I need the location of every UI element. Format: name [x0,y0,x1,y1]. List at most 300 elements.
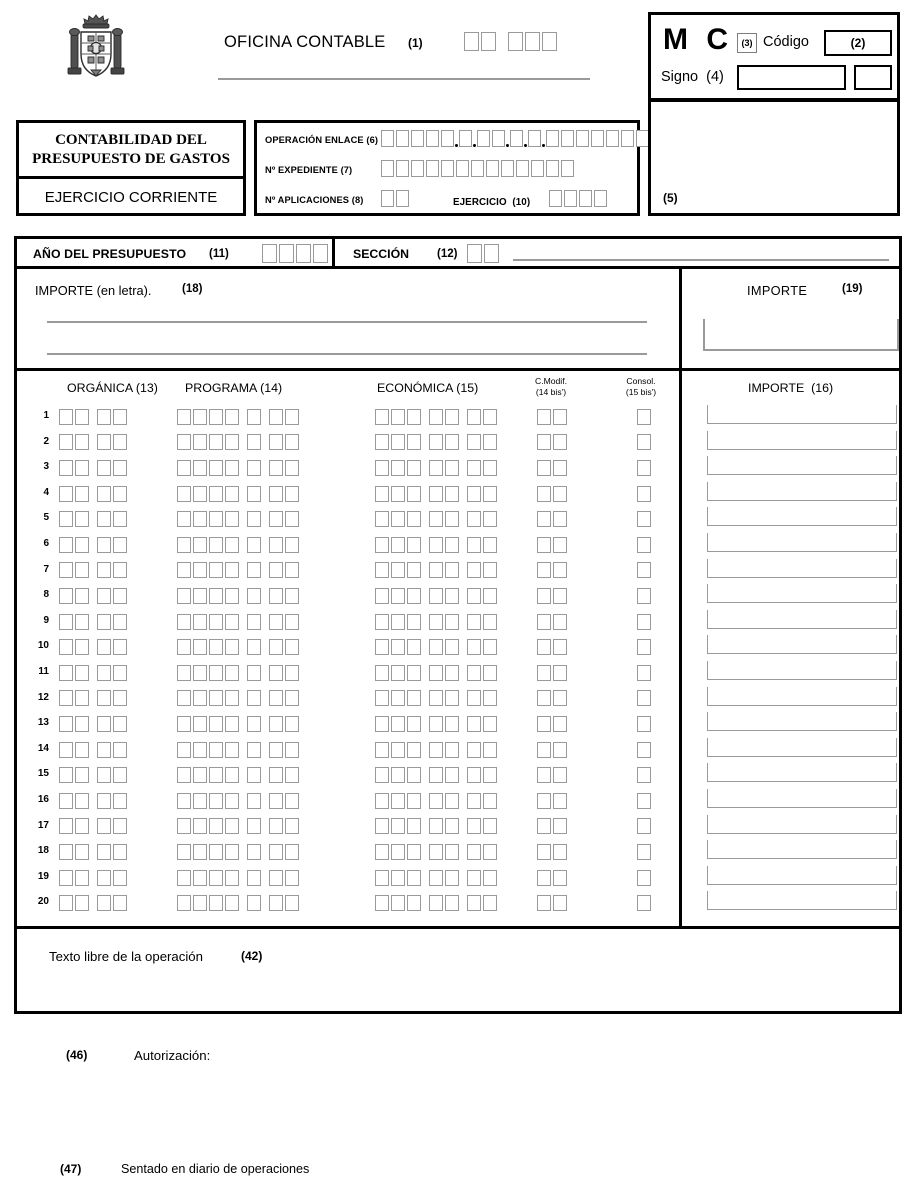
oper-enlace-g2[interactable] [459,130,472,148]
cell-group-5-1[interactable] [637,690,651,708]
cell-group-2-3[interactable] [269,485,299,503]
cell-group-3-2[interactable] [429,434,459,452]
cell-group-3-1[interactable] [375,766,421,784]
cell-group-3-2[interactable] [429,715,459,733]
cell-group-2-3[interactable] [269,434,299,452]
row-importe-input[interactable] [707,559,897,578]
cell-group-2-1[interactable] [177,766,239,784]
cell-group-3-1[interactable] [375,664,421,682]
ejercicio-group[interactable] [549,190,607,208]
table-row[interactable] [17,789,899,815]
table-row[interactable] [17,763,899,789]
row-cell-orgnica[interactable] [59,741,127,759]
row-cell-econmica[interactable] [375,792,497,810]
row-cell-programa[interactable] [177,664,299,682]
expediente-input[interactable] [381,160,574,178]
cell-group-2-2[interactable] [247,434,261,452]
cell-group-4-1[interactable] [537,690,567,708]
row-cell-cmodif[interactable] [537,741,567,759]
row-cell-programa[interactable] [177,766,299,784]
row-cell-orgnica[interactable] [59,510,127,528]
aplicaciones-input[interactable] [381,190,409,208]
cell-group-4-1[interactable] [537,434,567,452]
row-cell-consol[interactable] [637,894,651,912]
row-cell-cmodif[interactable] [537,869,567,887]
cell-group-2-1[interactable] [177,613,239,631]
cell-group-3-1[interactable] [375,536,421,554]
row-importe-input[interactable] [707,840,897,859]
cell-group-2-2[interactable] [247,408,261,426]
cell-group-3-2[interactable] [429,408,459,426]
cell-group-5-1[interactable] [637,869,651,887]
codigo-input[interactable]: (2) [824,30,892,56]
cell-group-2-1[interactable] [177,536,239,554]
row-cell-consol[interactable] [637,536,651,554]
cell-group-1-2[interactable] [97,408,127,426]
cell-group-2-1[interactable] [177,741,239,759]
cell-group-4-1[interactable] [537,869,567,887]
cell-group-3-2[interactable] [429,894,459,912]
cell-group-2-1[interactable] [177,792,239,810]
table-row[interactable] [17,738,899,764]
cell-group-3-1[interactable] [375,843,421,861]
cell-group-2-1[interactable] [177,638,239,656]
cell-group-3-1[interactable] [375,894,421,912]
row-cell-consol[interactable] [637,459,651,477]
cell-group-1-2[interactable] [97,818,127,836]
cell-group-3-1[interactable] [375,562,421,580]
cell-group-2-3[interactable] [269,459,299,477]
row-cell-programa[interactable] [177,536,299,554]
cell-group-1-2[interactable] [97,715,127,733]
row-importe-input[interactable] [707,482,897,501]
cell-group-2-1[interactable] [177,869,239,887]
row-cell-cmodif[interactable] [537,613,567,631]
row-cell-cmodif[interactable] [537,485,567,503]
cell-group-3-3[interactable] [467,562,497,580]
cell-group-3-2[interactable] [429,690,459,708]
cell-group-3-3[interactable] [467,869,497,887]
cell-group-1-2[interactable] [97,843,127,861]
row-cell-consol[interactable] [637,741,651,759]
row-cell-orgnica[interactable] [59,766,127,784]
cell-group-1-2[interactable] [97,536,127,554]
cell-group-3-3[interactable] [467,434,497,452]
cell-group-4-1[interactable] [537,792,567,810]
cell-group-1-2[interactable] [97,664,127,682]
cell-group-3-2[interactable] [429,613,459,631]
cell-group-2-3[interactable] [269,894,299,912]
row-cell-orgnica[interactable] [59,536,127,554]
row-cell-orgnica[interactable] [59,408,127,426]
row-cell-consol[interactable] [637,510,651,528]
row-cell-orgnica[interactable] [59,664,127,682]
cell-group-3-3[interactable] [467,894,497,912]
row-cell-programa[interactable] [177,741,299,759]
cell-group-1-1[interactable] [59,459,89,477]
cell-group-2-2[interactable] [247,536,261,554]
cell-group-1-2[interactable] [97,485,127,503]
cell-group-3-3[interactable] [467,664,497,682]
row-cell-econmica[interactable] [375,690,497,708]
cell-group-2-3[interactable] [269,869,299,887]
cell-group-3-1[interactable] [375,818,421,836]
row-cell-econmica[interactable] [375,613,497,631]
cell-group-2-2[interactable] [247,638,261,656]
cell-group-1-2[interactable] [97,434,127,452]
row-cell-consol[interactable] [637,869,651,887]
row-cell-econmica[interactable] [375,485,497,503]
row-cell-econmica[interactable] [375,766,497,784]
ejercicio-input[interactable] [549,190,607,208]
row-importe-input[interactable] [707,456,897,475]
row-cell-programa[interactable] [177,434,299,452]
cell-group-2-2[interactable] [247,741,261,759]
cell-group-3-1[interactable] [375,587,421,605]
oper-enlace-g3[interactable] [477,130,505,148]
cell-group-4-1[interactable] [537,485,567,503]
cell-group-2-2[interactable] [247,613,261,631]
cell-group-2-1[interactable] [177,818,239,836]
row-cell-orgnica[interactable] [59,587,127,605]
row-cell-econmica[interactable] [375,587,497,605]
row-importe-input[interactable] [707,712,897,731]
cell-group-4-1[interactable] [537,894,567,912]
cell-group-2-2[interactable] [247,485,261,503]
cell-group-2-3[interactable] [269,766,299,784]
cell-group-5-1[interactable] [637,408,651,426]
cell-group-2-3[interactable] [269,613,299,631]
row-importe-input[interactable] [707,815,897,834]
row-cell-orgnica[interactable] [59,715,127,733]
cell-group-2-2[interactable] [247,843,261,861]
row-cell-programa[interactable] [177,715,299,733]
cell-group-3-3[interactable] [467,408,497,426]
row-cell-consol[interactable] [637,434,651,452]
cell-group-3-3[interactable] [467,485,497,503]
cell-group-1-2[interactable] [97,587,127,605]
cell-group-3-2[interactable] [429,459,459,477]
anio-presupuesto-input[interactable] [262,244,328,263]
cell-group-3-3[interactable] [467,843,497,861]
row-cell-consol[interactable] [637,562,651,580]
table-row[interactable] [17,584,899,610]
cell-group-2-2[interactable] [247,766,261,784]
cell-group-2-1[interactable] [177,459,239,477]
expediente-group[interactable] [381,160,574,178]
importe-letra-line-2[interactable] [47,353,647,355]
table-row[interactable] [17,891,899,917]
table-row[interactable] [17,431,899,457]
cell-group-3-2[interactable] [429,562,459,580]
row-importe-input[interactable] [707,661,897,680]
row-cell-programa[interactable] [177,818,299,836]
cell-group-3-1[interactable] [375,408,421,426]
table-row[interactable] [17,815,899,841]
cell-group-3-3[interactable] [467,792,497,810]
cell-group-1-1[interactable] [59,536,89,554]
cell-group-2-2[interactable] [247,869,261,887]
cell-group-2-3[interactable] [269,638,299,656]
cell-group-3-1[interactable] [375,510,421,528]
cell-group-4-1[interactable] [537,459,567,477]
cell-group-3-2[interactable] [429,792,459,810]
cell-group-2-3[interactable] [269,510,299,528]
cell-group-3-3[interactable] [467,459,497,477]
row-cell-consol[interactable] [637,843,651,861]
row-cell-programa[interactable] [177,510,299,528]
cell-group-3-1[interactable] [375,485,421,503]
row-cell-programa[interactable] [177,894,299,912]
cell-group-2-2[interactable] [247,510,261,528]
row-cell-orgnica[interactable] [59,562,127,580]
table-row[interactable] [17,405,899,431]
row-cell-consol[interactable] [637,792,651,810]
row-cell-programa[interactable] [177,562,299,580]
mc-bottom-section[interactable] [651,102,897,213]
row-cell-econmica[interactable] [375,510,497,528]
row-cell-orgnica[interactable] [59,869,127,887]
row-cell-econmica[interactable] [375,408,497,426]
cell-group-2-2[interactable] [247,690,261,708]
row-cell-orgnica[interactable] [59,894,127,912]
cell-group-5-1[interactable] [637,434,651,452]
row-cell-programa[interactable] [177,792,299,810]
cell-group-3-2[interactable] [429,536,459,554]
signo-input[interactable] [737,65,846,90]
signo-secondary-input[interactable] [854,65,892,90]
cell-group-2-1[interactable] [177,434,239,452]
row-cell-programa[interactable] [177,587,299,605]
cell-group-3-3[interactable] [467,690,497,708]
row-importe-input[interactable] [707,507,897,526]
cell-group-2-3[interactable] [269,408,299,426]
row-cell-econmica[interactable] [375,741,497,759]
cell-group-1-1[interactable] [59,638,89,656]
cell-group-1-1[interactable] [59,792,89,810]
cell-group-3-2[interactable] [429,818,459,836]
cell-group-1-2[interactable] [97,766,127,784]
row-cell-cmodif[interactable] [537,843,567,861]
oficina-code-group-2[interactable] [508,32,557,51]
row-cell-econmica[interactable] [375,818,497,836]
cell-group-3-1[interactable] [375,869,421,887]
row-cell-econmica[interactable] [375,638,497,656]
cell-group-1-1[interactable] [59,715,89,733]
row-cell-cmodif[interactable] [537,510,567,528]
row-cell-consol[interactable] [637,818,651,836]
row-cell-consol[interactable] [637,638,651,656]
cell-group-2-2[interactable] [247,792,261,810]
cell-group-3-1[interactable] [375,792,421,810]
row-cell-cmodif[interactable] [537,766,567,784]
oficina-contable-code-input[interactable] [464,32,557,51]
cell-group-5-1[interactable] [637,510,651,528]
cell-group-1-1[interactable] [59,741,89,759]
row-importe-input[interactable] [707,687,897,706]
cell-group-2-3[interactable] [269,792,299,810]
row-cell-orgnica[interactable] [59,638,127,656]
row-importe-input[interactable] [707,405,897,424]
cell-group-3-1[interactable] [375,459,421,477]
cell-group-5-1[interactable] [637,638,651,656]
cell-group-4-1[interactable] [537,510,567,528]
row-cell-consol[interactable] [637,408,651,426]
cell-group-3-3[interactable] [467,613,497,631]
cell-group-1-1[interactable] [59,408,89,426]
table-row[interactable] [17,507,899,533]
row-cell-orgnica[interactable] [59,818,127,836]
anio-group[interactable] [262,244,328,263]
cell-group-2-3[interactable] [269,690,299,708]
table-row[interactable] [17,456,899,482]
row-cell-cmodif[interactable] [537,638,567,656]
seccion-group[interactable] [467,244,499,263]
texto-libre-band[interactable] [17,929,899,1011]
cell-group-1-1[interactable] [59,485,89,503]
table-row[interactable] [17,866,899,892]
cell-group-3-2[interactable] [429,587,459,605]
oper-enlace-g5[interactable] [528,130,541,148]
cell-group-2-2[interactable] [247,664,261,682]
cell-group-2-1[interactable] [177,894,239,912]
cell-group-3-3[interactable] [467,766,497,784]
cell-group-2-3[interactable] [269,562,299,580]
cell-group-1-1[interactable] [59,510,89,528]
cell-group-2-1[interactable] [177,510,239,528]
importe-19-input[interactable] [703,319,899,351]
cell-group-3-2[interactable] [429,766,459,784]
cell-group-1-2[interactable] [97,894,127,912]
row-cell-cmodif[interactable] [537,459,567,477]
cell-group-5-1[interactable] [637,562,651,580]
row-cell-consol[interactable] [637,485,651,503]
row-importe-input[interactable] [707,533,897,552]
cell-group-3-3[interactable] [467,510,497,528]
table-row[interactable] [17,482,899,508]
cell-group-3-3[interactable] [467,715,497,733]
row-importe-input[interactable] [707,610,897,629]
table-row[interactable] [17,610,899,636]
cell-group-2-1[interactable] [177,562,239,580]
row-cell-econmica[interactable] [375,869,497,887]
row-cell-orgnica[interactable] [59,459,127,477]
cell-group-1-1[interactable] [59,434,89,452]
table-row[interactable] [17,533,899,559]
row-cell-consol[interactable] [637,690,651,708]
cell-group-1-2[interactable] [97,510,127,528]
row-cell-econmica[interactable] [375,434,497,452]
row-cell-orgnica[interactable] [59,485,127,503]
cell-group-5-1[interactable] [637,818,651,836]
cell-group-4-1[interactable] [537,818,567,836]
cell-group-5-1[interactable] [637,485,651,503]
cell-group-2-3[interactable] [269,843,299,861]
cell-group-2-1[interactable] [177,690,239,708]
row-cell-programa[interactable] [177,485,299,503]
cell-group-2-2[interactable] [247,818,261,836]
cell-group-3-1[interactable] [375,741,421,759]
cell-group-3-1[interactable] [375,613,421,631]
cell-group-4-1[interactable] [537,536,567,554]
cell-group-4-1[interactable] [537,664,567,682]
row-cell-cmodif[interactable] [537,818,567,836]
row-cell-orgnica[interactable] [59,843,127,861]
cell-group-3-3[interactable] [467,741,497,759]
cell-group-5-1[interactable] [637,843,651,861]
cell-group-1-2[interactable] [97,459,127,477]
row-cell-programa[interactable] [177,843,299,861]
row-cell-cmodif[interactable] [537,894,567,912]
row-cell-programa[interactable] [177,408,299,426]
cell-group-2-2[interactable] [247,459,261,477]
cell-group-3-2[interactable] [429,638,459,656]
cell-group-2-3[interactable] [269,587,299,605]
aplicaciones-group[interactable] [381,190,409,208]
row-cell-orgnica[interactable] [59,434,127,452]
cell-group-1-2[interactable] [97,638,127,656]
cell-group-3-3[interactable] [467,638,497,656]
cell-group-3-3[interactable] [467,536,497,554]
cell-group-1-1[interactable] [59,613,89,631]
cell-group-1-2[interactable] [97,792,127,810]
row-importe-input[interactable] [707,891,897,910]
row-importe-input[interactable] [707,763,897,782]
oper-enlace-g1[interactable] [381,130,454,148]
table-row[interactable] [17,661,899,687]
cell-group-2-1[interactable] [177,587,239,605]
cell-group-1-2[interactable] [97,869,127,887]
cell-group-1-1[interactable] [59,843,89,861]
cell-group-2-1[interactable] [177,664,239,682]
row-cell-cmodif[interactable] [537,715,567,733]
row-importe-input[interactable] [707,584,897,603]
row-cell-orgnica[interactable] [59,613,127,631]
row-cell-consol[interactable] [637,587,651,605]
cell-group-2-3[interactable] [269,818,299,836]
table-row[interactable] [17,840,899,866]
cell-group-2-3[interactable] [269,715,299,733]
cell-group-5-1[interactable] [637,536,651,554]
table-row[interactable] [17,559,899,585]
cell-group-3-1[interactable] [375,715,421,733]
cell-group-1-1[interactable] [59,818,89,836]
cell-group-3-1[interactable] [375,638,421,656]
row-cell-econmica[interactable] [375,562,497,580]
cell-group-4-1[interactable] [537,613,567,631]
cell-group-2-2[interactable] [247,587,261,605]
row-cell-programa[interactable] [177,638,299,656]
cell-group-5-1[interactable] [637,766,651,784]
row-cell-consol[interactable] [637,664,651,682]
row-importe-input[interactable] [707,431,897,450]
row-importe-input[interactable] [707,789,897,808]
cell-group-4-1[interactable] [537,638,567,656]
cell-group-3-3[interactable] [467,818,497,836]
row-cell-consol[interactable] [637,766,651,784]
row-cell-cmodif[interactable] [537,536,567,554]
row-importe-input[interactable] [707,738,897,757]
cell-group-4-1[interactable] [537,843,567,861]
operacion-enlace-input[interactable] [381,130,664,148]
oper-enlace-g6[interactable] [546,130,664,148]
cell-group-2-3[interactable] [269,664,299,682]
cell-group-3-2[interactable] [429,664,459,682]
cell-group-5-1[interactable] [637,587,651,605]
cell-group-2-1[interactable] [177,408,239,426]
cell-group-3-3[interactable] [467,587,497,605]
cell-group-3-2[interactable] [429,741,459,759]
